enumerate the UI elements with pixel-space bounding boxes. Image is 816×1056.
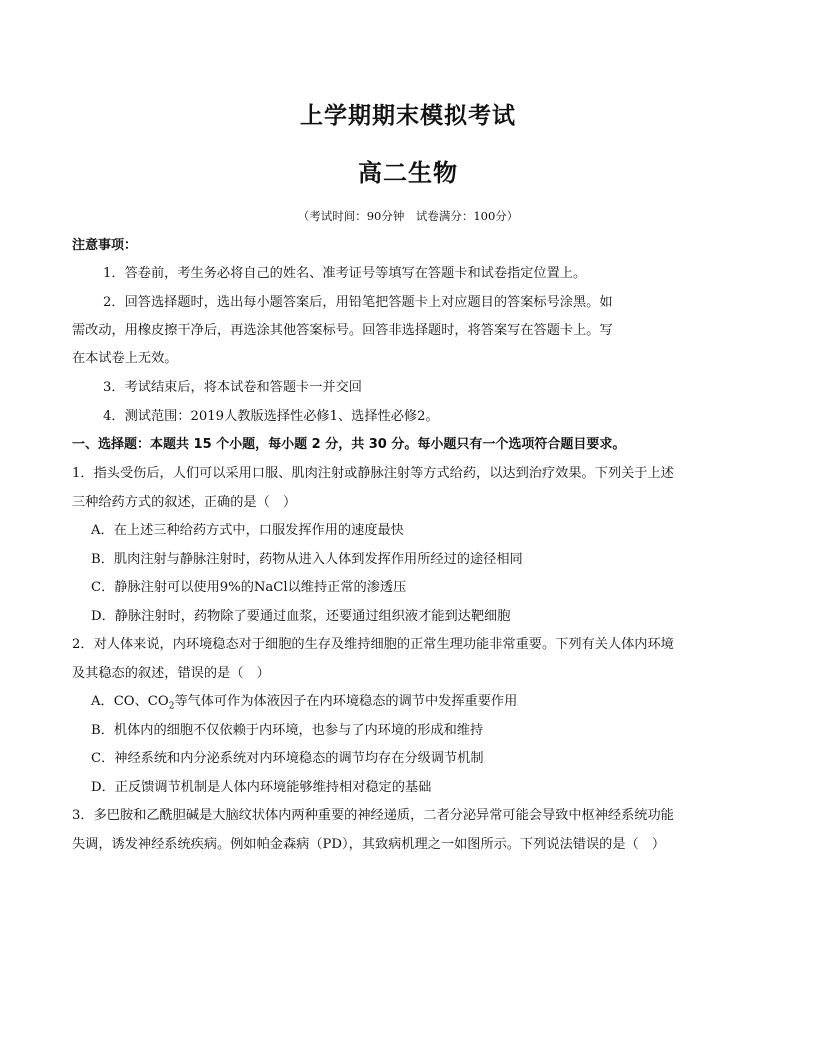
exam-subject: 高二生物 (358, 159, 458, 187)
section-1-heading: 一、选择题：本题共 15 个小题，每小题 2 分，共 30 分。每小题只有一个选项符合题目要求。 (72, 437, 626, 452)
q3-stem-line-2: 失调，诱发神经系统疾病。例如帕金森病（PD），其致病机理之一如图所示。下列说法错误的是（ ） (72, 837, 666, 852)
q3-stem-line-1: 3．多巴胺和乙酰胆碱是大脑纹状体内两种重要的神经递质，二者分泌异常可能会导致中枢神经系统功能 (72, 808, 674, 823)
q2-option-a-subscript: 2 (168, 701, 175, 712)
q2-stem-line-1: 2．对人体来说，内环境稳态对于细胞的生存及维持细胞的正常生理功能非常重要。下列有关人体内环境 (72, 637, 674, 652)
exam-info: （考试时间：90分钟 试卷满分：100分） (297, 209, 519, 223)
note-item-3: 3．考试结束后，将本试卷和答题卡一并交回 (103, 380, 362, 395)
note-item-2-line-3: 在本试卷上无效。 (72, 351, 178, 366)
q1-stem-line-2: 三种给药方式的叙述，正确的是（ ） (72, 495, 297, 510)
q2-option-b: B．机体内的细胞不仅依赖于内环境，也参与了内环境的形成和维持 (91, 723, 484, 738)
notes-heading: 注意事项： (72, 238, 138, 253)
note-item-1: 1．答卷前，考生务必将自己的姓名、准考证号等填写在答题卡和试卷指定位置上。 (103, 266, 587, 281)
q1-option-c: C．静脉注射可以使用9%的NaCl以维持正常的渗透压 (91, 580, 407, 595)
q1-option-d: D．静脉注射时，药物除了要通过血浆，还要通过组织液才能到达靶细胞 (91, 609, 511, 624)
note-item-2-line-1: 2．回答选择题时，选出每小题答案后，用铅笔把答题卡上对应题目的答案标号涂黑。如 (103, 295, 613, 310)
q1-option-a: A．在上述三种给药方式中，口服发挥作用的速度最快 (91, 523, 404, 538)
q2-option-a-suffix: 等气体可作为体液因子在内环境稳态的调节中发挥重要作用 (174, 694, 518, 709)
q2-stem-line-2: 及其稳态的叙述，错误的是（ ） (72, 666, 270, 681)
q2-option-a-prefix: A．CO、CO (91, 694, 169, 709)
q2-option-c: C．神经系统和内分泌系统对内环境稳态的调节均存在分级调节机制 (91, 751, 484, 766)
q2-option-d: D．正反馈调节机制是人体内环境能够维持相对稳定的基础 (91, 780, 432, 795)
note-item-2-line-2: 需改动，用橡皮擦干净后，再选涂其他答案标号。回答非选择题时，将答案写在答题卡上。写 (72, 323, 613, 338)
q2-option-a (91, 693, 517, 716)
note-item-4: 4．测试范围：2019人教版选择性必修1、选择性必修2。 (103, 409, 439, 424)
q1-option-b: B．肌肉注射与静脉注射时，药物从进入人体到发挥作用所经过的途径相同 (91, 552, 523, 567)
q1-stem-line-1: 1．指头受伤后，人们可以采用口服、肌肉注射或静脉注射等方式给药，以达到治疗效果。下列关于上述 (72, 466, 674, 481)
exam-title: 上学期期末模拟考试 (300, 103, 516, 129)
